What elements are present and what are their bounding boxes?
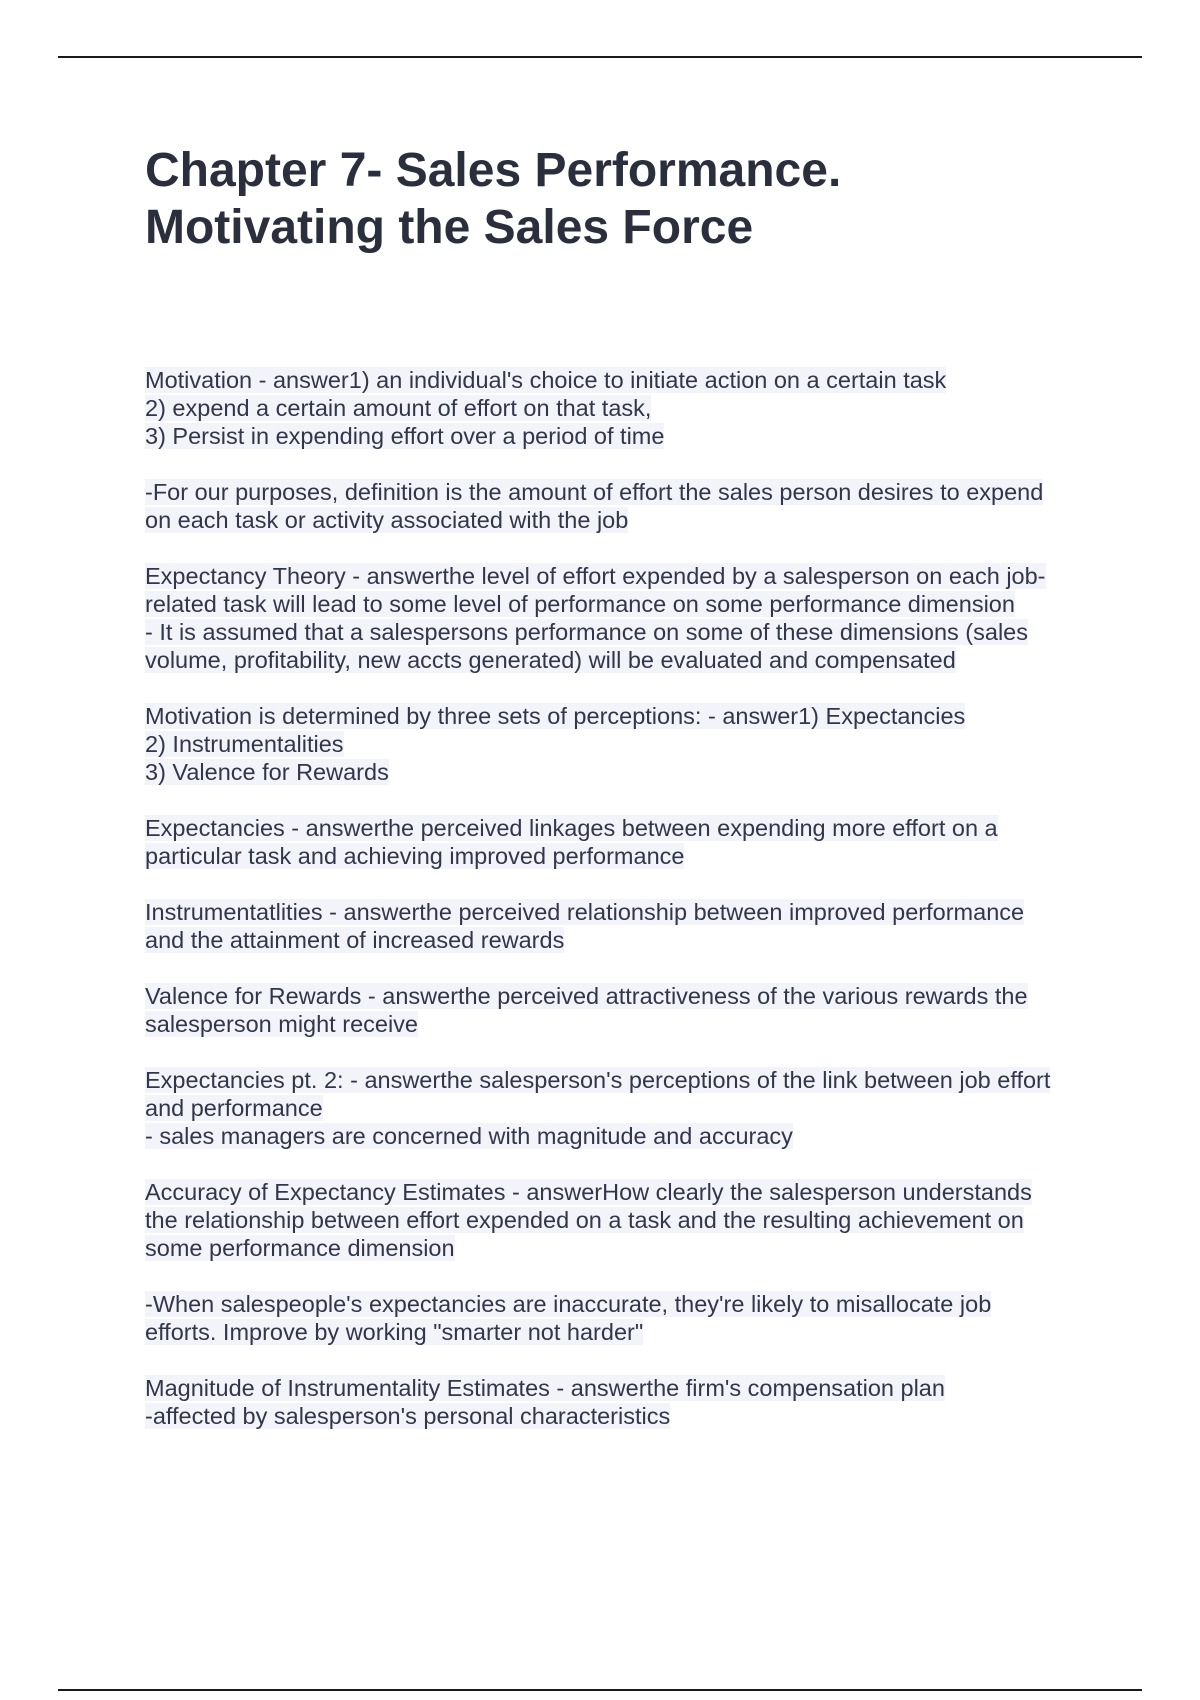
- text-line: Motivation - answer1) an individual's choice to initiate action on a certain task: [145, 367, 947, 393]
- text-line: related task will lead to some level of performance on some performance dimension: [145, 591, 1015, 617]
- text-line: on each task or activity associated with the job: [145, 507, 629, 533]
- title-line: Chapter 7- Sales Performance.: [145, 144, 842, 197]
- text-line: Motivation is determined by three sets of perceptions: - answer1) Expectancies: [145, 703, 966, 729]
- text-line: 3) Valence for Rewards: [145, 759, 389, 785]
- text-line: Valence for Rewards - answerthe perceived attractiveness of the various rewards the: [145, 983, 1028, 1009]
- text-line: volume, profitability, new accts generated) will be evaluated and compensated: [145, 647, 956, 673]
- paragraph-three-perceptions: [145, 702, 1085, 786]
- text-line: - sales managers are concerned with magnitude and accuracy: [145, 1123, 793, 1149]
- text-line: 3) Persist in expending effort over a period of time: [145, 423, 665, 449]
- paragraph-inaccurate-expectancies: [145, 1290, 1085, 1346]
- text-line: Expectancy Theory - answerthe level of effort expended by a salesperson on each job-: [145, 563, 1046, 589]
- text-line: 2) expend a certain amount of effort on that task,: [145, 395, 652, 421]
- text-line: and performance: [145, 1095, 323, 1121]
- page-title: [145, 142, 1125, 256]
- text-line: -For our purposes, definition is the amount of effort the sales person desires to expend: [145, 479, 1044, 505]
- paragraph-instrumentalities: [145, 898, 1085, 954]
- paragraph-magnitude: [145, 1374, 1085, 1430]
- text-line: -affected by salesperson's personal characteristics: [145, 1403, 671, 1429]
- paragraph-expectancies: [145, 814, 1085, 870]
- text-line: 2) Instrumentalities: [145, 731, 344, 757]
- paragraph-expectancy-theory: [145, 562, 1085, 674]
- text-line: Expectancies - answerthe perceived linkages between expending more effort on a: [145, 815, 998, 841]
- title-line: Motivating the Sales Force: [145, 201, 754, 254]
- paragraph-motivation: [145, 366, 1085, 450]
- top-rule: [58, 56, 1142, 58]
- text-line: Instrumentatlities - answerthe perceived relationship between improved performance: [145, 899, 1025, 925]
- paragraph-accuracy: [145, 1178, 1085, 1262]
- bottom-rule: [58, 1689, 1142, 1691]
- paragraph-expectancies-pt2: [145, 1066, 1085, 1150]
- text-line: the relationship between effort expended on a task and the resulting achievement on: [145, 1207, 1024, 1233]
- text-line: salesperson might receive: [145, 1011, 418, 1037]
- text-line: and the attainment of increased rewards: [145, 927, 565, 953]
- text-line: Expectancies pt. 2: - answerthe salesperson's perceptions of the link between job effort: [145, 1067, 1051, 1093]
- document-body: [145, 366, 1085, 1458]
- text-line: - It is assumed that a salespersons performance on some of these dimensions (sales: [145, 619, 1028, 645]
- paragraph-valence: [145, 982, 1085, 1038]
- text-line: -When salespeople's expectancies are inaccurate, they're likely to misallocate job: [145, 1291, 992, 1317]
- text-line: some performance dimension: [145, 1235, 455, 1261]
- paragraph-definition: [145, 478, 1085, 534]
- text-line: Magnitude of Instrumentality Estimates - answerthe firm's compensation plan: [145, 1375, 945, 1401]
- text-line: particular task and achieving improved performance: [145, 843, 685, 869]
- text-line: efforts. Improve by working "smarter not harder": [145, 1319, 644, 1345]
- text-line: Accuracy of Expectancy Estimates - answerHow clearly the salesperson understands: [145, 1179, 1032, 1205]
